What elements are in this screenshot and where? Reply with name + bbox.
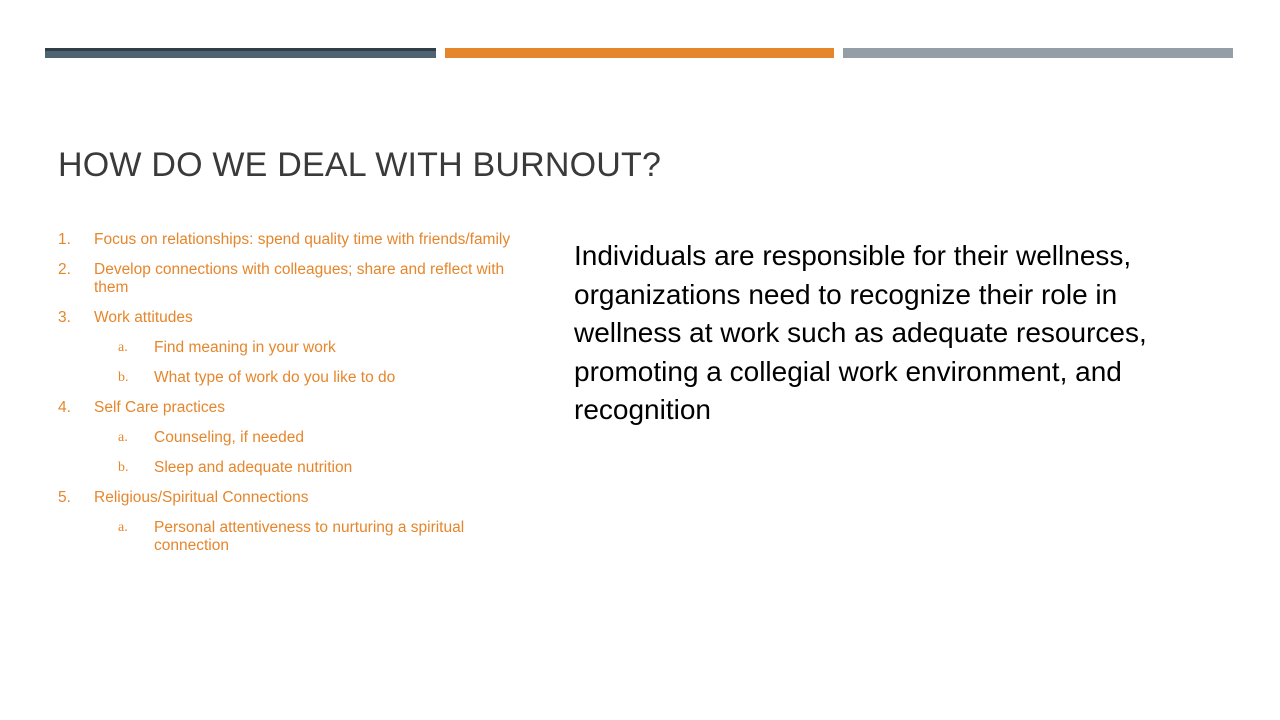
sub-item-letter: a. [118, 520, 128, 535]
sub-list-item [118, 429, 518, 447]
list-item [58, 309, 518, 327]
body-paragraph: Individuals are responsible for their wellness, organizations need to recognize their role in wellness at work such as adequate resources, promoting a collegial work environment, and recognition [574, 240, 1147, 425]
sub-list-item [118, 459, 518, 477]
list-item-number: 2. [58, 261, 71, 278]
slide-title: HOW DO WE DEAL WITH BURNOUT? [58, 146, 662, 184]
sub-list-item [118, 369, 518, 387]
sub-item-text: Counseling, if needed [154, 429, 304, 446]
sub-list-item [118, 339, 518, 357]
list-item-number: 4. [58, 399, 71, 416]
sub-item-text: Personal attentiveness to nurturing a spiritual connection [154, 519, 465, 554]
list-item-text: Work attitudes [94, 309, 193, 326]
sub-item-letter: b. [118, 460, 129, 475]
sub-item-letter: a. [118, 430, 128, 445]
sub-item-text: Sleep and adequate nutrition [154, 459, 353, 476]
list-item [58, 261, 518, 297]
list-item-number: 1. [58, 231, 71, 248]
sub-item-letter: b. [118, 370, 129, 385]
list-item [58, 399, 518, 417]
sub-item-text: Find meaning in your work [154, 339, 336, 356]
list-item-number: 5. [58, 489, 71, 506]
list-item [58, 231, 518, 249]
list-item-text: Develop connections with colleagues; share and reflect with them [94, 261, 505, 296]
sub-list-item [118, 519, 518, 555]
accent-bar-gray [843, 48, 1233, 58]
sub-item-letter: a. [118, 340, 128, 355]
accent-bar-orange [445, 48, 834, 58]
list-item-text: Self Care practices [94, 399, 225, 416]
list-item-text: Focus on relationships: spend quality time with friends/family [94, 231, 511, 248]
list-item-text: Religious/Spiritual Connections [94, 489, 309, 506]
list-item-number: 3. [58, 309, 71, 326]
burnout-strategies-list [58, 231, 518, 567]
accent-bar-slate [45, 48, 436, 58]
list-item [58, 489, 518, 507]
sub-item-text: What type of work do you like to do [154, 369, 396, 386]
